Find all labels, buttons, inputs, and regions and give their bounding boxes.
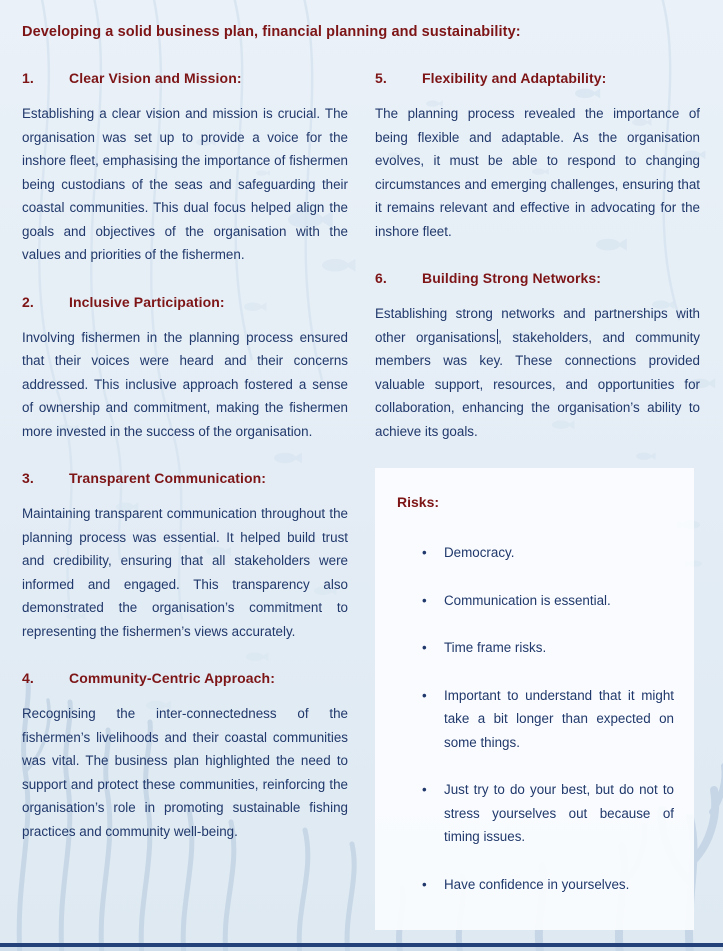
page-bottom-border: [0, 943, 723, 947]
section-heading-text: Inclusive Participation:: [69, 293, 225, 310]
section-body[interactable]: Maintaining transparent communication throughout the planning process was essential. It helped build trust and credibility, ensuring that all stakeholders were informed and engaged. This transparency also demonstrated the organisation’s commitment to representing the fishermen’s views accurately.: [22, 506, 348, 639]
two-column-layout: [22, 68, 700, 930]
section-2: [22, 292, 348, 444]
section-heading-text: Transparent Communication:: [69, 470, 267, 486]
page-title[interactable]: Developing a solid business plan, financial planning and sustainability:: [22, 24, 521, 40]
risk-item-text: Communication is essential.: [444, 592, 611, 608]
section-heading-text: Community-Centric Approach:: [69, 670, 275, 686]
list-item[interactable]: [397, 778, 674, 849]
section-heading[interactable]: [22, 68, 348, 88]
section-heading[interactable]: [375, 268, 700, 288]
section-1: [22, 68, 348, 267]
bullet-icon: •: [422, 782, 427, 797]
column-gap: [348, 68, 375, 930]
right-column: [375, 68, 700, 930]
section-body[interactable]: [375, 302, 700, 443]
section-number: 6.: [375, 270, 387, 286]
section-body[interactable]: Establishing a clear vision and mission is crucial. The organisation was set up to provide a voice for the inshore fleet, emphasising the importance of fishermen being custodians of the seas and safeguarding their coastal communities. This dual focus helped align the goals and objectives of the organisation with the values and priorities of the fishermen.: [22, 106, 348, 262]
section-body[interactable]: Involving fishermen in the planning process ensured that their voices were heard and their concerns addressed. This inclusive approach fostered a sense of ownership and commitment, making the fishermen more invested in the success of the organisation.: [22, 329, 348, 439]
section-5: [375, 68, 700, 243]
section-heading[interactable]: [22, 668, 348, 688]
bullet-icon: •: [422, 687, 427, 703]
section-heading-text: Clear Vision and Mission:: [69, 70, 242, 86]
section-4: [22, 668, 348, 843]
left-column: [22, 68, 348, 930]
section-body-text: , stakeholders, and community members was key. These connections provided valuable support, resources, and opportunities for collaboration, enhancing the organisation’s ability to achieve its goals.: [375, 329, 700, 439]
risk-item-text: Time frame risks.: [444, 640, 547, 655]
list-item[interactable]: [397, 541, 674, 565]
risk-item-text: Democracy.: [444, 545, 515, 560]
section-body-text: Establishing strong networks and partnerships with other organisations: [375, 306, 700, 345]
section-3: [22, 468, 348, 643]
bullet-icon: •: [422, 876, 427, 892]
risk-item-text: Have confidence in yourselves.: [444, 876, 630, 892]
list-item[interactable]: [397, 684, 674, 755]
list-item[interactable]: [397, 636, 674, 660]
section-heading-text: Building Strong Networks:: [422, 270, 602, 286]
section-heading[interactable]: [375, 68, 700, 88]
bullet-icon: •: [422, 545, 427, 560]
bullet-icon: •: [422, 592, 427, 608]
section-body[interactable]: Recognising the inter-connectedness of the fishermen’s livelihoods and their coastal communities was vital. The business plan highlighted the need to support and protect these communities, reinforcing the organisation’s role in promoting sustainable fishing practices and community well-being.: [22, 706, 348, 839]
section-number: 4.: [22, 670, 34, 686]
section-body[interactable]: The planning process revealed the importance of being flexible and adaptable. As the organisation evolves, it must be able to respond to changing circumstances and emerging challenges, ensuring that it remains relevant and effective in advocating for the inshore fleet.: [375, 106, 700, 239]
section-6: [375, 268, 700, 443]
list-item[interactable]: [397, 589, 674, 613]
section-heading[interactable]: [22, 468, 348, 488]
risks-panel: [375, 468, 694, 930]
section-number: 5.: [375, 70, 387, 86]
list-item[interactable]: [397, 873, 674, 897]
section-number: 2.: [22, 293, 34, 310]
risks-heading[interactable]: Risks:: [397, 494, 440, 510]
section-number: 3.: [22, 470, 34, 486]
section-heading[interactable]: [22, 292, 348, 312]
bullet-icon: •: [422, 640, 427, 655]
section-heading-text: Flexibility and Adaptability:: [422, 70, 607, 86]
section-number: 1.: [22, 70, 34, 86]
risk-item-text: Important to understand that it might take a bit longer than expected on some things.: [444, 687, 674, 750]
risks-list: [397, 541, 674, 896]
risk-item-text: Just try to do your best, but do not to stress yourselves out because of timing issues.: [444, 782, 674, 844]
